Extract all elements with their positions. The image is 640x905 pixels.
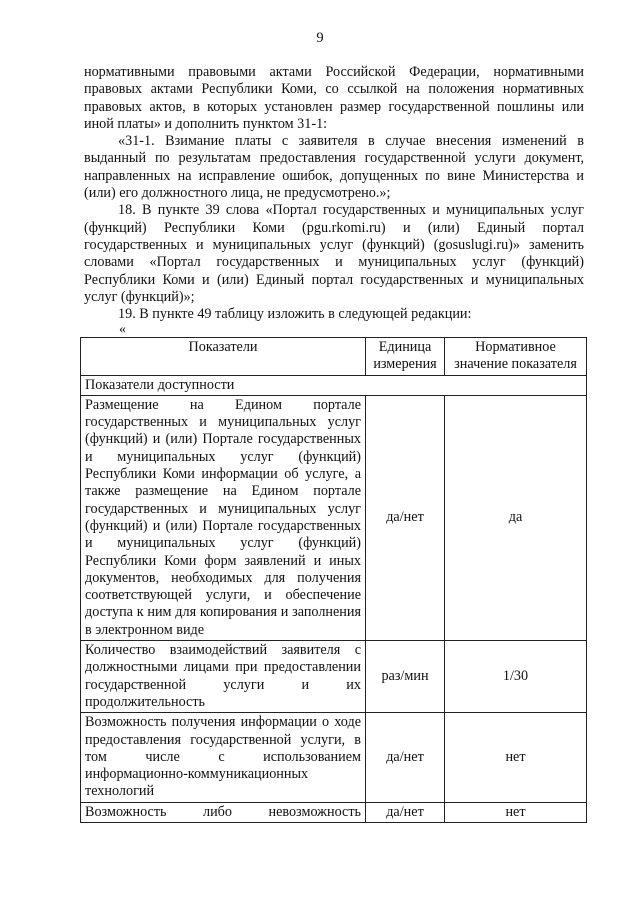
- section-row: [81, 375, 587, 395]
- value-cell: нет: [445, 713, 587, 802]
- indicator-cell: Возможность получения информации о ходе предоставления государственной услуги, в том числе с использованием информационно-коммуникационных технологий: [81, 713, 366, 802]
- indicator-cell: Возможность либо невозможность: [81, 802, 366, 822]
- value-cell: 1/30: [445, 641, 587, 713]
- table-row: [81, 713, 587, 802]
- value-cell: нет: [445, 802, 587, 822]
- section-title: Показатели доступности: [81, 375, 587, 395]
- value-cell: да: [445, 395, 587, 640]
- indicators-table: [80, 337, 587, 823]
- table-row: [81, 395, 587, 640]
- table-row: [81, 802, 587, 822]
- paragraph-1: нормативными правовыми актами Российской Федерации, нормативными правовых актами Республики Коми, со ссылкой на положения нормативных правовых актов, в которых установлен размер государственной пошлины или иной платы» и дополнить пунктом 31-1:: [84, 64, 584, 132]
- unit-cell: да/нет: [366, 713, 445, 802]
- paragraph-2: «31-1. Взимание платы с заявителя в случае внесения изменений в выданный по результатам предоставления государственной услуги документ, направленных на исправление ошибок, допущенных по вине Министерства и (или) его должностного лица, не предусмотрено.»;: [84, 133, 584, 202]
- unit-cell: раз/мин: [366, 641, 445, 713]
- table-row: [81, 641, 587, 713]
- header-indicators: Показатели: [81, 338, 366, 376]
- page-number: 9: [316, 30, 324, 46]
- paragraph-3: 18. В пункте 39 слова «Портал государственных и муниципальных услуг (функций) Республики Коми (pgu.rkomi.ru) и (или) Единый портал государственных и муниципальных услуг (функций) (gosuslugi.ru)» заменить словами «Портал государственных и муниципальных услуг (функций) Республики Коми и (или) Единый портал государственных и муниципальных услуг (функций)»;: [84, 202, 584, 305]
- paragraph-4: 19. В пункте 49 таблицу изложить в следующей редакции:: [118, 306, 472, 323]
- header-unit: Единица измерения: [366, 338, 445, 376]
- indicator-cell: Количество взаимодействий заявителя с должностными лицами при предоставлении государственной услуги и их продолжительность: [81, 641, 366, 713]
- unit-cell: да/нет: [366, 802, 445, 822]
- unit-cell: да/нет: [366, 395, 445, 640]
- quote-open-mark: «: [119, 322, 126, 337]
- header-norm: Нормативное значение показателя: [445, 338, 587, 376]
- indicator-cell: Размещение на Едином портале государственных и муниципальных услуг (функций) и (или) Портале государственных и муниципальных услуг (функций) Республики Коми информации об услуге, а также размещение на Едином портале государственных и муниципальных услуг (функций) и (или) Портале государственных и муниципальных услуг (функций) Республики Коми форм заявлений и иных документов, необходимых для получения соответствующей услуги, и обеспечение доступа к ним для копирования и заполнения в электронном виде: [81, 395, 366, 640]
- body-text: [84, 64, 584, 323]
- table-header-row: [81, 338, 587, 376]
